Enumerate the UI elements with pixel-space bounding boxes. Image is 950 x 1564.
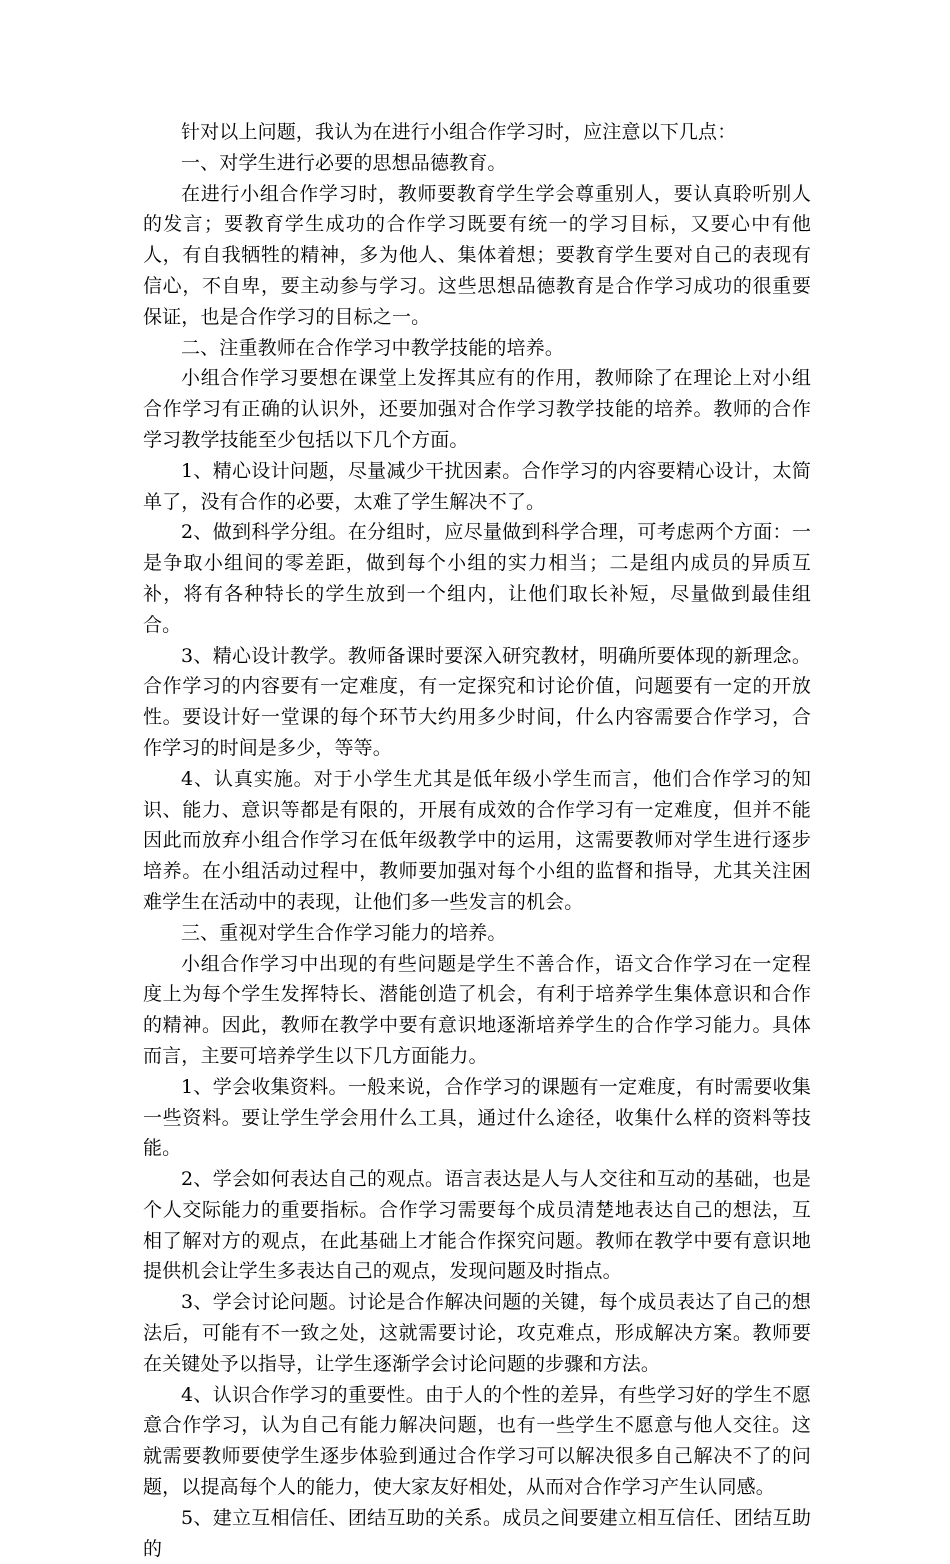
paragraph-section-3: 小组合作学习中出现的有些问题是学生不善合作，语文合作学习在一定程度上为每个学生发挥特长、潜能创造了机会，有利于培养学生集体意识和合作的精神。因此，教师在教学中要有意识地逐渐培养学生的合作学习能力。具体而言，主要可培养学生以下几方面能力。 — [143, 952, 811, 1067]
paragraph-section-1: 在进行小组合作学习时，教师要教育学生学会尊重别人，要认真聆听别人的发言；要教育学生成功的合作学习既要有统一的学习目标，又要心中有他人，有自我牺牲的精神，多为他人、集体着想；要教育学生要对自己的表现有信心，不自卑，要主动参与学习。这些思想品德教育是合作学习成功的很重要保证，也是合作学习的目标之一。 — [143, 182, 811, 328]
heading-section-3: 三、重视对学生合作学习能力的培养。 — [181, 921, 507, 944]
heading-section-2: 二、注重教师在合作学习中教学技能的培养。 — [181, 336, 565, 359]
document-body — [143, 117, 811, 1564]
list-item-2-3: 3、精心设计教学。教师备课时要深入研究教材，明确所要体现的新理念。合作学习的内容要有一定难度，有一定探究和讨论价值，问题要有一定的开放性。要设计好一堂课的每个环节大约用多少时间，什么内容需要合作学习，合作学习的时间是多少，等等。 — [143, 644, 811, 759]
list-item-2-1: 1、精心设计问题，尽量减少干扰因素。合作学习的内容要精心设计，太简单了，没有合作的必要，太难了学生解决不了。 — [143, 459, 811, 513]
paragraph-intro: 针对以上问题，我认为在进行小组合作学习时，应注意以下几点： — [181, 121, 737, 143]
list-item-2-4: 4、认真实施。对于小学生尤其是低年级小学生而言，他们合作学习的知识、能力、意识等都是有限的，开展有成效的合作学习有一定难度，但并不能因此而放弃小组合作学习在低年级教学中的运用，这需要教师对学生进行逐步培养。在小组活动过程中，教师要加强对每个小组的监督和指导，尤其关注困难学生在活动中的表现，让他们多一些发言的机会。 — [143, 767, 811, 913]
list-item-3-4: 4、认识合作学习的重要性。由于人的个性的差异，有些学习好的学生不愿意合作学习，认为自己有能力解决问题，也有一些学生不愿意与他人交往。这就需要教师要使学生逐步体验到通过合作学习可以解决很多自己解决不了的问题，以提高每个人的能力，使大家友好相处，从而对合作学习产生认同感。 — [143, 1383, 811, 1499]
list-item-3-2: 2、学会如何表达自己的观点。语言表达是人与人交往和互动的基础，也是个人交际能力的重要指标。合作学习需要每个成员清楚地表达自己的想法，互相了解对方的观点，在此基础上才能合作探究问题。教师在教学中要有意识地提供机会让学生多表达自己的观点，发现问题及时指点。 — [143, 1168, 811, 1283]
heading-section-1: 一、对学生进行必要的思想品德教育。 — [181, 151, 507, 174]
paragraph-section-2: 小组合作学习要想在课堂上发挥其应有的作用，教师除了在理论上对小组合作学习有正确的认识外，还要加强对合作学习教学技能的培养。教师的合作学习教学技能至少包括以下几个方面。 — [143, 367, 811, 451]
list-item-2-2: 2、做到科学分组。在分组时，应尽量做到科学合理，可考虑两个方面：一是争取小组间的零差距，做到每个小组的实力相当；二是组内成员的异质互补，将有各种特长的学生放到一个组内，让他们取长补短，尽量做到最佳组合。 — [143, 521, 811, 636]
list-item-3-5: 5、建立互相信任、团结互助的关系。成员之间要建立相互信任、团结互助的 — [143, 1506, 811, 1560]
list-item-3-1: 1、学会收集资料。一般来说，合作学习的课题有一定难度，有时需要收集一些资料。要让学生学会用什么工具，通过什么途径，收集什么样的资料等技能。 — [143, 1075, 811, 1160]
list-item-3-3: 3、学会讨论问题。讨论是合作解决问题的关键，每个成员表达了自己的想法后，可能有不一致之处，这就需要讨论，攻克难点，形成解决方案。教师要在关键处予以指导，让学生逐渐学会讨论问题的步骤和方法。 — [143, 1291, 811, 1375]
